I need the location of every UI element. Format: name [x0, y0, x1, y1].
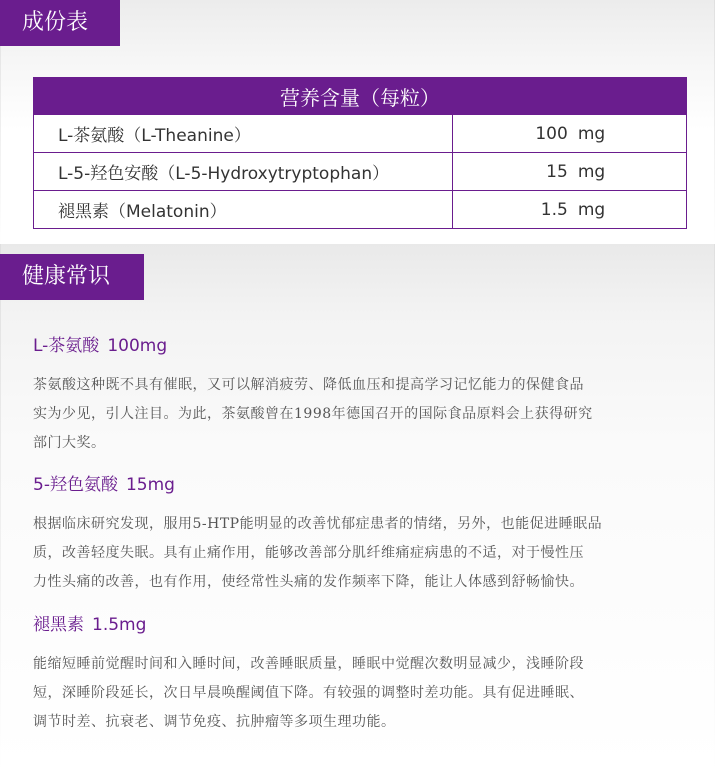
- ingredient-unit: mg: [577, 123, 606, 144]
- ingredient-amount-cell: [453, 153, 687, 191]
- description-line: 茶氨酸这种既不具有催眠，又可以解消疲劳、降低血压和提高学习记忆能力的保健食品: [33, 377, 584, 393]
- ingredient-amount: 100: [535, 123, 568, 144]
- topic-description: [33, 510, 683, 597]
- topic-title: [33, 474, 683, 496]
- health-section-title: 健康常识: [0, 254, 144, 300]
- ingredient-name: L-茶氨酸（L-Theanine）: [34, 115, 453, 153]
- health-section: [0, 244, 715, 771]
- topic-description: [33, 650, 683, 737]
- table-row: [34, 191, 687, 229]
- topic-dose: 100mg: [107, 336, 168, 356]
- table-row: [34, 115, 687, 153]
- description-line: 质，改善轻度失眠。具有止痛作用，能够改善部分肌纤维痛症病患的不适，对于慢性压: [33, 545, 584, 561]
- table-row: [34, 153, 687, 191]
- ingredient-name: L-5-羟色安酸（L-5-Hydroxytryptophan）: [34, 153, 453, 191]
- topic-theanine: [33, 335, 683, 458]
- description-line: 实为少见，引人注目。为此，茶氨酸曾在1998年德国召开的国际食品原料会上获得研究: [33, 406, 593, 422]
- topic-name: 5-羟色氨酸: [33, 475, 118, 495]
- ingredient-unit: mg: [577, 199, 606, 220]
- table-header: 营养含量（每粒）: [34, 78, 687, 115]
- topic-title: [33, 335, 683, 357]
- ingredient-amount-cell: [453, 115, 687, 153]
- topic-description: [33, 371, 683, 458]
- ingredients-section-title: 成份表: [0, 0, 120, 46]
- table-header-row: [34, 78, 687, 115]
- section-border-left: [0, 244, 1, 771]
- topic-name: L-茶氨酸: [33, 336, 100, 356]
- topic-5-htp: [33, 474, 683, 597]
- topic-name: 褪黑素: [33, 615, 84, 635]
- description-line: 能缩短睡前觉醒时间和入睡时间，改善睡眠质量，睡眠中觉醒次数明显减少，浅睡阶段: [33, 656, 584, 672]
- ingredients-table: [33, 77, 687, 229]
- ingredient-amount: 15: [546, 161, 568, 182]
- description-line: 部门大奖。: [33, 435, 106, 451]
- description-line: 力性头痛的改善，也有作用，使经常性头痛的发作频率下降，能让人体感到舒畅愉快。: [33, 574, 584, 590]
- description-line: 短，深睡阶段延长，次日早晨唤醒阈值下降。有较强的调整时差功能。具有促进睡眠、: [33, 685, 584, 701]
- topic-dose: 1.5mg: [92, 615, 147, 635]
- topic-dose: 15mg: [125, 475, 175, 495]
- topic-title: [33, 614, 683, 636]
- ingredient-amount: 1.5: [540, 199, 568, 220]
- ingredient-amount-cell: [453, 191, 687, 229]
- description-line: 根据临床研究发现，服用5-HTP能明显的改善忧郁症患者的情绪，另外，也能促进睡眠品: [33, 516, 603, 532]
- ingredients-section: [0, 0, 715, 244]
- topic-melatonin: [33, 614, 683, 737]
- description-line: 调节时差、抗衰老、调节免疫、抗肿瘤等多项生理功能。: [33, 714, 396, 730]
- ingredient-name: 褪黑素（Melatonin）: [34, 191, 453, 229]
- ingredient-unit: mg: [577, 161, 606, 182]
